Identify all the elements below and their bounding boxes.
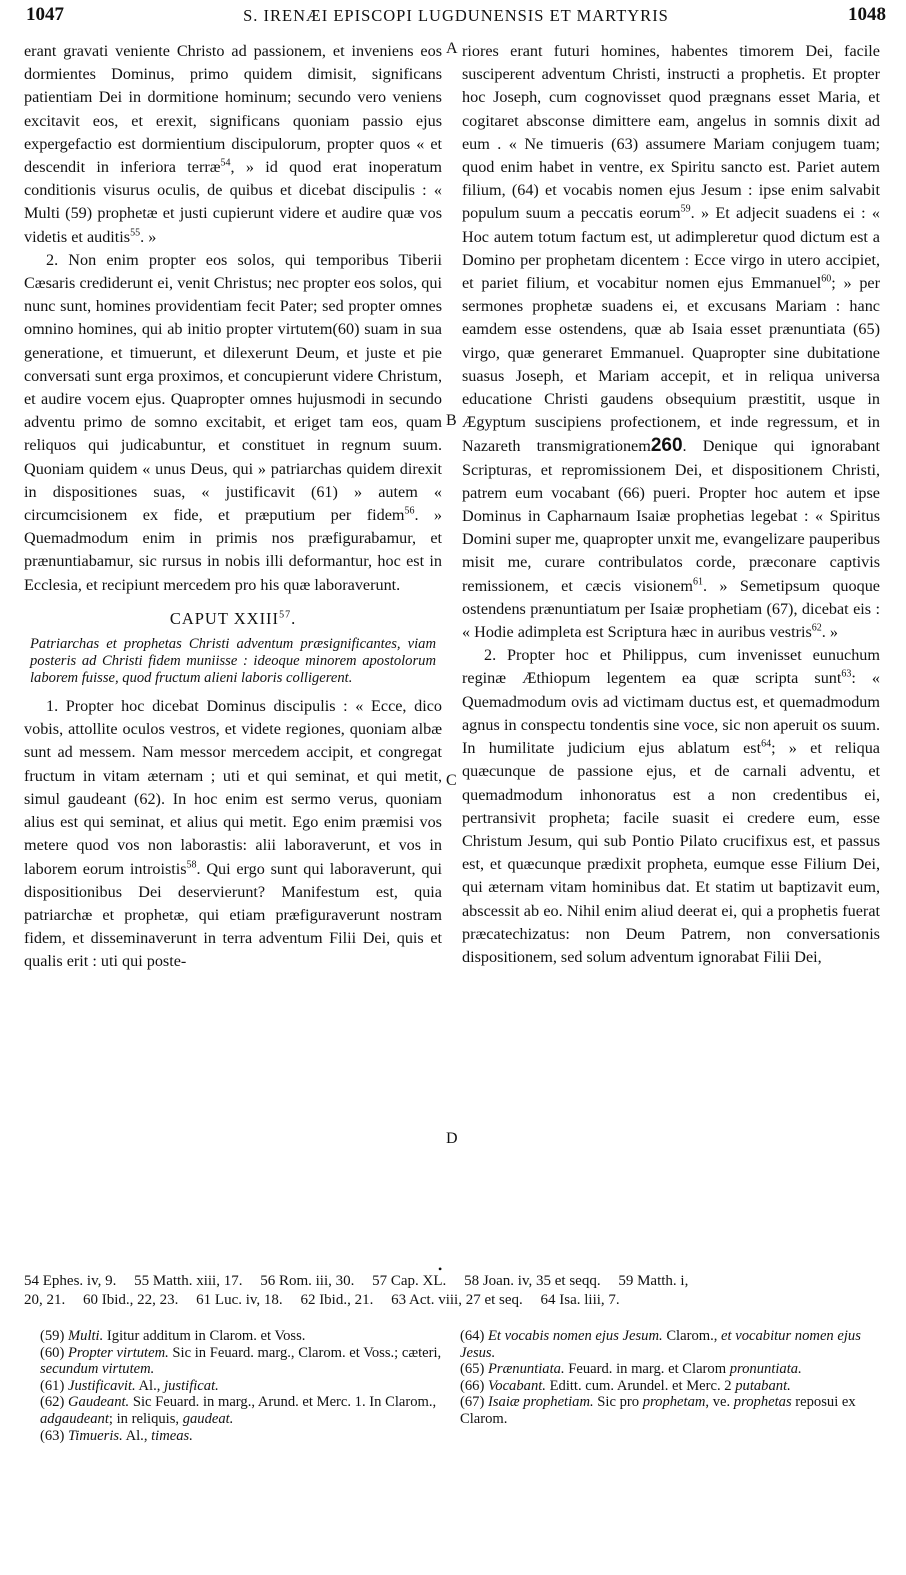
critical-notes-right: [460, 1328, 880, 1428]
critical-note: [460, 1394, 880, 1427]
note-variant: putabant.: [735, 1377, 791, 1394]
note-number: (62): [40, 1394, 65, 1411]
left-column: [24, 40, 442, 974]
text-run: 1. Propter hoc dicebat Dominus discipulis : « Ecce, dico vobis, attollite oculos vestros, et videte regiones, quoniam albæ sunt ad messem. Nam messor mercedem accipit, et congregat fructum in vitam æternam ; uti et qui seminat, et qui metit, simul gaudeant (62). In hoc enim est sermo verus, quoniam alius est qui seminat, et alius qui metit. Ego enim præmisi vos metere quod vos non laborastis: alii laboraverunt, et vos in laborem eorum introistis: [24, 697, 442, 878]
margin-letter-b: B: [446, 412, 457, 429]
note-lemma: Timueris.: [67, 1427, 123, 1444]
scripture-ref-marker: 55: [130, 227, 141, 239]
footnote-ref: 59 Matth. i,: [618, 1273, 689, 1289]
critical-note: [40, 1328, 460, 1345]
left-paragraph-1: [24, 40, 442, 249]
footnote-ref: 57 Cap. XL.: [372, 1273, 447, 1289]
text-run: . Denique qui ignorabant Scripturas, et repromissionem Dei, et dispositionem Christi, patrem eum vocabant (66) pueri. Propter hoc autem et ipse Dominus in Capharnaum Isaiæ prophetias legebat : « Spiritus Domini super me, quapropter unxit me, evangelizare pauperibus misit me, curare contribulatos corde, præconare captivis remissionem, et cæcis visionem: [462, 437, 881, 595]
chapter-title-text: CAPUT XXIII: [169, 608, 280, 628]
text-run: ; » et reliqua quæcunque de passione ejus, et de carnali adventu, et quemadmodum inhonoratus est a non credentibus ei, pertransivit propheta; facile suasit ei credere eum, esse Christum Jesum, qui sub Pontio Pilato crucifixus est, et passus est, et quæcunque prædixit propheta, eumque esse Filium Dei, qui æternam vitam hominibus dat. Et statim ut baptizavit eum, abscessit ab eo. Nihil enim aliud deerat ei, qui a prophetis fuerat præcatechizatus: non Deum Patrem, non conversationis dispositionem, sed solum adventum ignorabat Filii Dei,: [462, 739, 880, 966]
footnote-ref: 58 Joan. iv, 35 et seqq.: [464, 1273, 601, 1289]
note-text: Al.,: [135, 1377, 165, 1394]
right-paragraph-1: [462, 40, 880, 644]
note-number: (65): [460, 1361, 485, 1378]
note-text: Feuard. in marg. et Clarom: [564, 1361, 730, 1378]
text-run: 2. Non enim propter eos solos, qui temporibus Tiberii Cæsaris crediderunt ei, venit Christus; nec propter eos solos, qui nunc sunt, homines providentiam fecit Pater; sed propter omnes omnino homines, qui ab initio propter virtutem(60) suam in sua generatione, et timuerunt, et dilexerunt Deum, et juste et pie conversati sunt erga proximos, et concupierunt videre Christum, et audire vocem ejus. Quapropter omnes hujusmodi in secundo adventu primo de somno excitabit, et eriget tam eos, quam reliquos qui judicabuntur, et constituet in regnum suum. Quoniam quidem « unus Deus, qui » patriarchas quidem direxit in dispositiones suas, « justificavit (61) » autem « circumcisionem ex fide, et præputium per fidem: [24, 250, 442, 525]
scripture-ref-marker: 59: [680, 204, 691, 216]
text-run: . » Et adjecit suadens ei : « Hoc autem totum factum est, ut adimpleretur quod dictum est a Domino per prophetam dicentem : Ecce virgo in utero accipiet, et pariet filium, et vocabitur nomen ejus Emmanuel: [462, 204, 880, 293]
note-number: (67): [460, 1394, 485, 1411]
page-number-right: 1048: [848, 4, 886, 25]
note-variant: pronuntiata.: [729, 1361, 802, 1378]
note-text: reposui ex Clarom.: [460, 1394, 856, 1427]
migne-column-number: 260: [650, 435, 683, 457]
margin-letter-c: C: [446, 772, 457, 789]
text-run: .: [291, 608, 297, 628]
note-lemma: Propter virtutem.: [67, 1344, 169, 1361]
text-run: . Qui ergo sunt qui laboraverunt, qui dispositionibus Dei deservierunt? Manifestum est, quia patriarchæ et prophetæ, qui etiam præfiguraverunt nostram fidem, et disseminaverunt in terra adventum Filii Dei, quis et qualis erit : uti qui poste-: [24, 859, 442, 971]
footnote-refs-row-1: [24, 1272, 888, 1291]
text-run: , » id quod erat inoperatum conditionis visurus oculis, de quibus et dicebat discipulis : « Multi (59) prophetæ et justi cupierunt videre et audire quæ vos videtis et auditis: [24, 158, 442, 246]
text-run: 2. Propter hoc et Philippus, cum invenisset eunuchum reginæ Æthiopum legentem ea quæ scripta sunt: [462, 646, 880, 688]
text-run: ; » per sermones prophetæ suadens ei, et excusans Mariam : hanc eamdem esse ostendens, quæ ab Isaia esset prænuntiata (65) virgo, quæ generaret Emmanuel. Quapropter sine dubitatione suasus Joseph, et Mariam accepit, et in reliqua universa educatione Christi gaudens obsequium præstitit, usque in Ægyptum suscipiens profectionem, et inde regressum, et in Nazareth transmigrationem: [462, 274, 881, 456]
critical-notes-left: [40, 1328, 460, 1444]
note-variant: adgaudeant: [40, 1410, 109, 1427]
note-lemma: Vocabant.: [487, 1377, 546, 1394]
scripture-ref-marker: 62: [811, 622, 822, 634]
note-text: Igitur additum in Clarom. et Voss.: [103, 1328, 306, 1344]
note-variant: gaudeat.: [182, 1410, 234, 1427]
critical-note: [40, 1378, 460, 1395]
note-lemma: Prænuntiata.: [487, 1361, 565, 1378]
footnote-ref: 20, 21.: [24, 1292, 66, 1308]
note-text: Al.,: [122, 1427, 152, 1444]
right-paragraph-2: [462, 644, 880, 969]
scripture-ref-marker: 64: [761, 738, 772, 750]
critical-note: [460, 1328, 880, 1361]
scripture-ref-marker: 60: [821, 273, 832, 285]
critical-note: [460, 1361, 880, 1378]
footnote-ref: 56 Rom. iii, 30.: [260, 1273, 355, 1289]
note-variant: et vocabitur nomen ejus Jesus.: [460, 1328, 861, 1361]
note-lemma: Gaudeant.: [67, 1394, 130, 1411]
note-variant: justificat.: [164, 1377, 219, 1394]
text-run: riores erant futuri homines, habentes timorem Dei, facile susciperent adventum Christi, instructi a prophetis. Et propter hoc Joseph, cum cognovisset quod prægnans esset Maria, et cogitaret absconse dimittere eam, angelus in somnis dixit ad eum . « Ne timueris (63) assumere Mariam conjugem tuam; quod enim habet in ventre, ex Spiritu sancto est. Pariet autem filium, (64) et vocabis nomen ejus Jesum : ipse enim salvabit populum suum a peccatis eorum: [462, 42, 880, 223]
note-number: (63): [40, 1427, 65, 1444]
margin-letter-a: A: [446, 40, 458, 57]
note-number: (59): [40, 1328, 65, 1344]
critical-note: [40, 1428, 460, 1445]
footnote-ref: 64 Isa. liii, 7.: [540, 1292, 620, 1308]
note-text: Sic pro: [593, 1394, 643, 1411]
scripture-ref-marker: 63: [841, 669, 852, 681]
text-run: . »: [821, 623, 838, 642]
scripture-ref-marker: 57: [279, 609, 292, 621]
note-variant: timeas.: [151, 1427, 193, 1444]
footnote-ref: 62 Ibid., 21.: [300, 1292, 374, 1308]
critical-note: [40, 1345, 460, 1378]
scripture-ref-marker: 54: [220, 157, 231, 169]
right-column: [462, 40, 880, 969]
left-paragraph-3: [24, 695, 442, 973]
note-text: Clarom.,: [662, 1328, 722, 1344]
text-run: . » Semetipsum quoque ostendens prænuntiatum per Isaiæ prophetiam (67), dicebat eis : « Hodie adimpleta est Scriptura hæc in auribus vestris: [462, 576, 880, 642]
note-text: ; in reliquis,: [108, 1410, 183, 1427]
note-text: Sic Feuard. in marg., Arund. et Merc. 1. In Clarom.,: [129, 1394, 437, 1411]
note-text: Sic in Feuard. marg., Clarom. et Voss.; cæteri,: [168, 1344, 442, 1361]
note-number: (64): [460, 1328, 485, 1344]
running-title: S. IRENÆI EPISCOPI LUGDUNENSIS ET MARTYRIS: [243, 6, 669, 25]
footnote-ref: 61 Luc. iv, 18.: [196, 1292, 283, 1308]
separator-dot: •: [438, 1262, 443, 1276]
text-run: . »: [140, 227, 157, 246]
note-variant: secundum virtutem.: [40, 1361, 155, 1378]
text-run: erant gravati veniente Christo ad passionem, et inveniens eos dormientes Dominus, primo quidem dimisit, significans patientiam Dei in dormitione hominum; secundo vero veniens excitavit eos, et erexit, significans quoniam passio ejus expergefactio est dormientium discipulorum, propter quos « et descendit in inferiora terræ: [24, 42, 442, 177]
note-text: Editt. cum. Arundel. et Merc. 2: [545, 1377, 736, 1394]
critical-note: [460, 1378, 880, 1395]
text-run: . » Quemadmodum enim in primis nos præfigurabamur, et prænuntiabamur, sic rursus in nobis illi deformantur, hoc est in Ecclesia, et recipiunt mercedem pro his quæ laboraverunt.: [24, 506, 442, 594]
page-header: [26, 4, 886, 30]
note-variant: prophetam: [642, 1394, 706, 1411]
note-number: (61): [40, 1377, 65, 1394]
note-lemma: Multi.: [67, 1328, 104, 1344]
note-number: (60): [40, 1344, 65, 1361]
critical-note: [40, 1394, 460, 1427]
scripture-ref-marker: 56: [404, 505, 415, 517]
footnote-ref: 55 Matth. xiii, 17.: [134, 1273, 243, 1289]
footnote-refs-row-2: [24, 1291, 888, 1310]
note-text: , ve.: [705, 1394, 734, 1411]
note-lemma: Isaiæ prophetiam.: [487, 1394, 594, 1411]
footnote-ref: 54 Ephes. iv, 9.: [24, 1273, 117, 1289]
left-paragraph-2: [24, 249, 442, 597]
footnote-ref: 60 Ibid., 22, 23.: [83, 1292, 179, 1308]
note-lemma: Et vocabis nomen ejus Jesum.: [487, 1328, 663, 1344]
page-number-left: 1047: [26, 4, 64, 25]
chapter-title: [24, 607, 442, 630]
text-run: : « Quemadmodum ovis ad victimam ductus est, et quemadmodum agnus in conspectu tondentis sine voce, sic non aperuit os suum. In humilitate judicium ejus ablatum est: [462, 669, 880, 758]
scripture-ref-marker: 61: [692, 576, 703, 588]
note-variant: prophetas: [733, 1394, 792, 1411]
note-lemma: Justificavit.: [67, 1377, 136, 1394]
scripture-ref-marker: 58: [186, 859, 197, 871]
chapter-summary: Patriarchas et prophetas Christi adventum præsignificantes, viam posteris ad Christi fidem muniisse : ideoque minorem apostolorum laborem fuisse, quod fructum alieni laboris colligerent.: [30, 636, 436, 687]
note-number: (66): [460, 1377, 485, 1394]
footnote-ref: 63 Act. viii, 27 et seq.: [391, 1292, 523, 1308]
margin-letter-d: D: [446, 1130, 458, 1147]
